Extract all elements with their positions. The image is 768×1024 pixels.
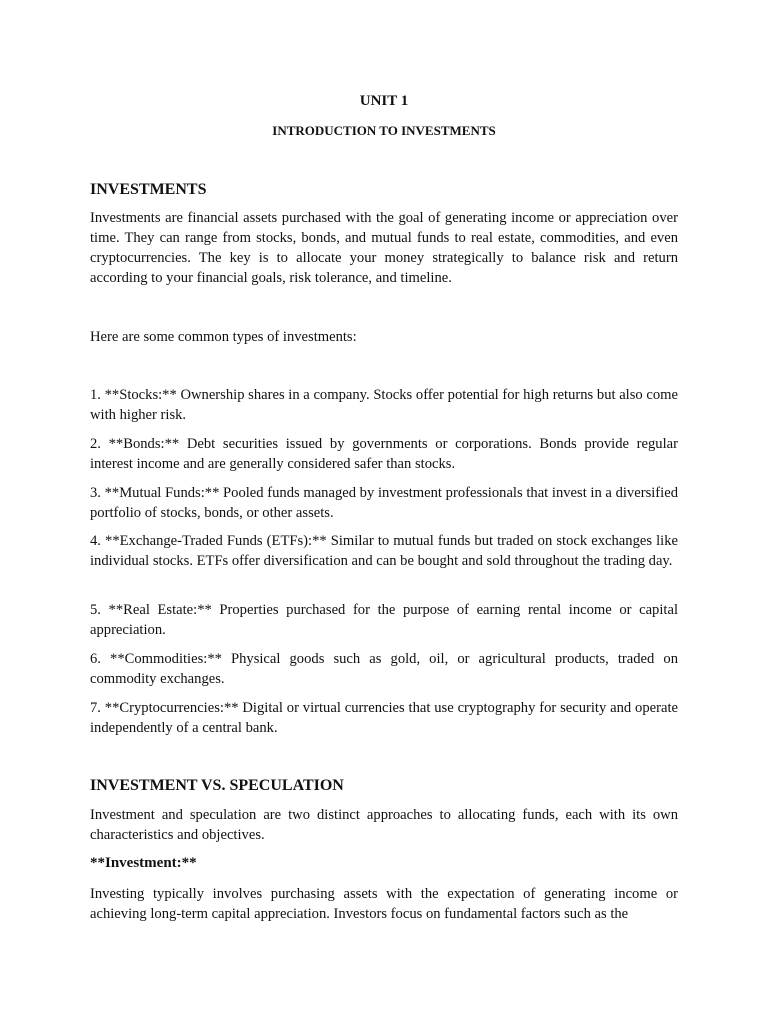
list-item-stocks: 1. **Stocks:** Ownership shares in a company. Stocks offer potential for high returns but also come with higher risk.: [90, 387, 678, 423]
types-lead-paragraph: Here are some common types of investments:: [90, 329, 357, 345]
unit-title: UNIT 1: [359, 93, 409, 109]
section-heading-speculation: INVESTMENT VS. SPECULATION: [90, 777, 344, 794]
list-item-bonds: 2. **Bonds:** Debt securities issued by governments or corporations. Bonds provide regular interest income and are generally considered safer than stocks.: [90, 436, 678, 472]
list-item-commodities: 6. **Commodities:** Physical goods such as gold, oil, or agricultural products, traded on commodity exchanges.: [90, 651, 678, 687]
list-item-cryptocurrencies: 7. **Cryptocurrencies:** Digital or virtual currencies that use cryptography for security and operate independently of a central bank.: [90, 700, 678, 736]
section-heading-investments: INVESTMENTS: [90, 181, 207, 198]
list-item-real-estate: 5. **Real Estate:** Properties purchased for the purpose of earning rental income or capital appreciation.: [90, 602, 678, 638]
investment-body-paragraph: Investing typically involves purchasing assets with the expectation of generating income or achieving long-term capital appreciation. Investors focus on fundamental factors such as the: [90, 886, 678, 922]
speculation-intro-paragraph: Investment and speculation are two distinct approaches to allocating funds, each with its own characteristics and objectives.: [90, 807, 678, 843]
unit-subtitle: INTRODUCTION TO INVESTMENTS: [272, 123, 496, 138]
investment-subheading: **Investment:**: [90, 855, 197, 871]
list-item-mutual-funds: 3. **Mutual Funds:** Pooled funds managed by investment professionals that invest in a diversified portfolio of stocks, bonds, or other assets.: [90, 485, 678, 521]
investments-intro-paragraph: Investments are financial assets purchased with the goal of generating income or appreciation over time. They can range from stocks, bonds, and mutual funds to real estate, commodities, and even cryptocurrencies. The key is to allocate your money strategically to balance risk and return according to your financial goals, risk tolerance, and timeline.: [90, 210, 678, 286]
list-item-etfs: 4. **Exchange-Traded Funds (ETFs):** Similar to mutual funds but traded on stock exchanges like individual stocks. ETFs offer diversification and can be bought and sold throughout the trading day.: [90, 533, 678, 569]
